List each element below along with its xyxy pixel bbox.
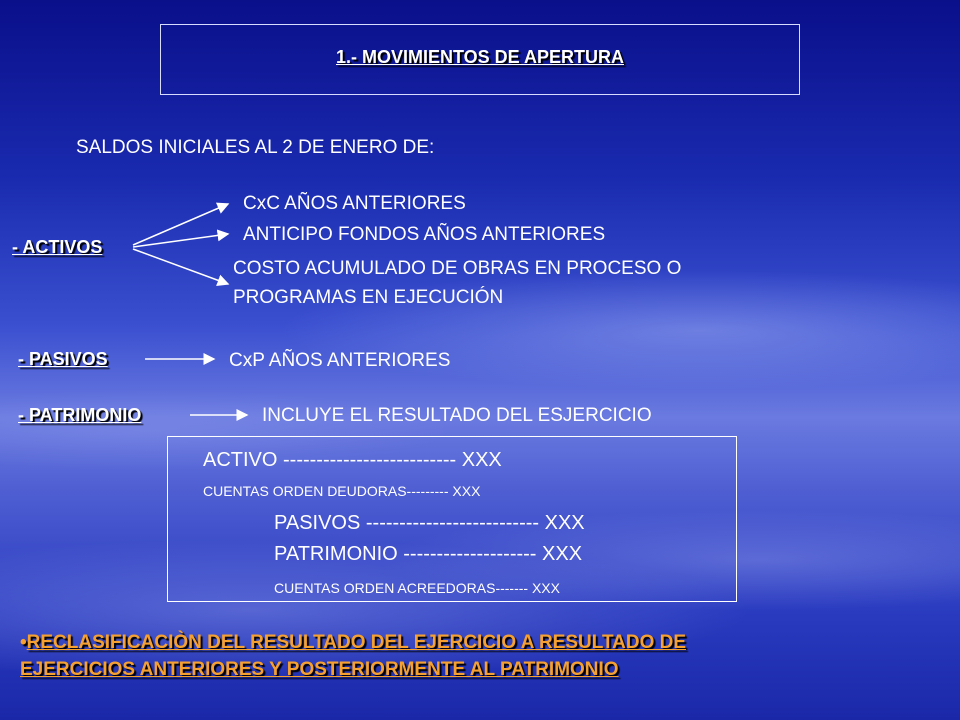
arrow-cxc	[133, 204, 228, 245]
summary-cuentas-acreedoras: CUENTAS ORDEN ACREEDORAS------- XXX	[274, 580, 560, 596]
summary-cuentas-deudoras: CUENTAS ORDEN DEUDORAS--------- XXX	[203, 483, 481, 499]
slide-title: 1.- MOVIMIENTOS DE APERTURA	[335, 47, 625, 67]
pasivos-label: - PASIVOS	[18, 349, 108, 369]
summary-patrimonio: PATRIMONIO -------------------- XXX	[274, 543, 583, 565]
bullet: •	[20, 632, 27, 653]
patrimonio-label: - PATRIMONIO	[18, 405, 142, 425]
arrow-anticipo	[133, 234, 228, 247]
patrimonio-text: INCLUYE EL RESULTADO DEL ESJERCICIO	[262, 405, 652, 426]
summary-activo: ACTIVO -------------------------- XXX	[203, 449, 502, 471]
activos-item-costo-line2: PROGRAMAS EN EJECUCIÓN	[233, 287, 504, 308]
activos-label: - ACTIVOS	[12, 237, 103, 257]
subtitle: SALDOS INICIALES AL 2 DE ENERO DE:	[76, 137, 435, 158]
note-line2: EJERCICIOS ANTERIORES Y POSTERIORMENTE AL PATRIMONIO	[20, 659, 619, 680]
summary-pasivos: PASIVOS -------------------------- XXX	[274, 512, 585, 534]
note-line1: RECLASIFICACIÒN DEL RESULTADO DEL EJERCICIO A RESULTADO DE	[26, 632, 687, 653]
arrow-costo	[133, 249, 228, 284]
activos-item-costo-line1: COSTO ACUMULADO DE OBRAS EN PROCESO O	[233, 258, 682, 279]
pasivos-text: CxP AÑOS ANTERIORES	[229, 350, 451, 371]
activos-item-cxc: CxC AÑOS ANTERIORES	[243, 193, 466, 214]
activos-item-anticipo: ANTICIPO FONDOS AÑOS ANTERIORES	[243, 224, 606, 245]
reclassification-note	[20, 629, 920, 683]
